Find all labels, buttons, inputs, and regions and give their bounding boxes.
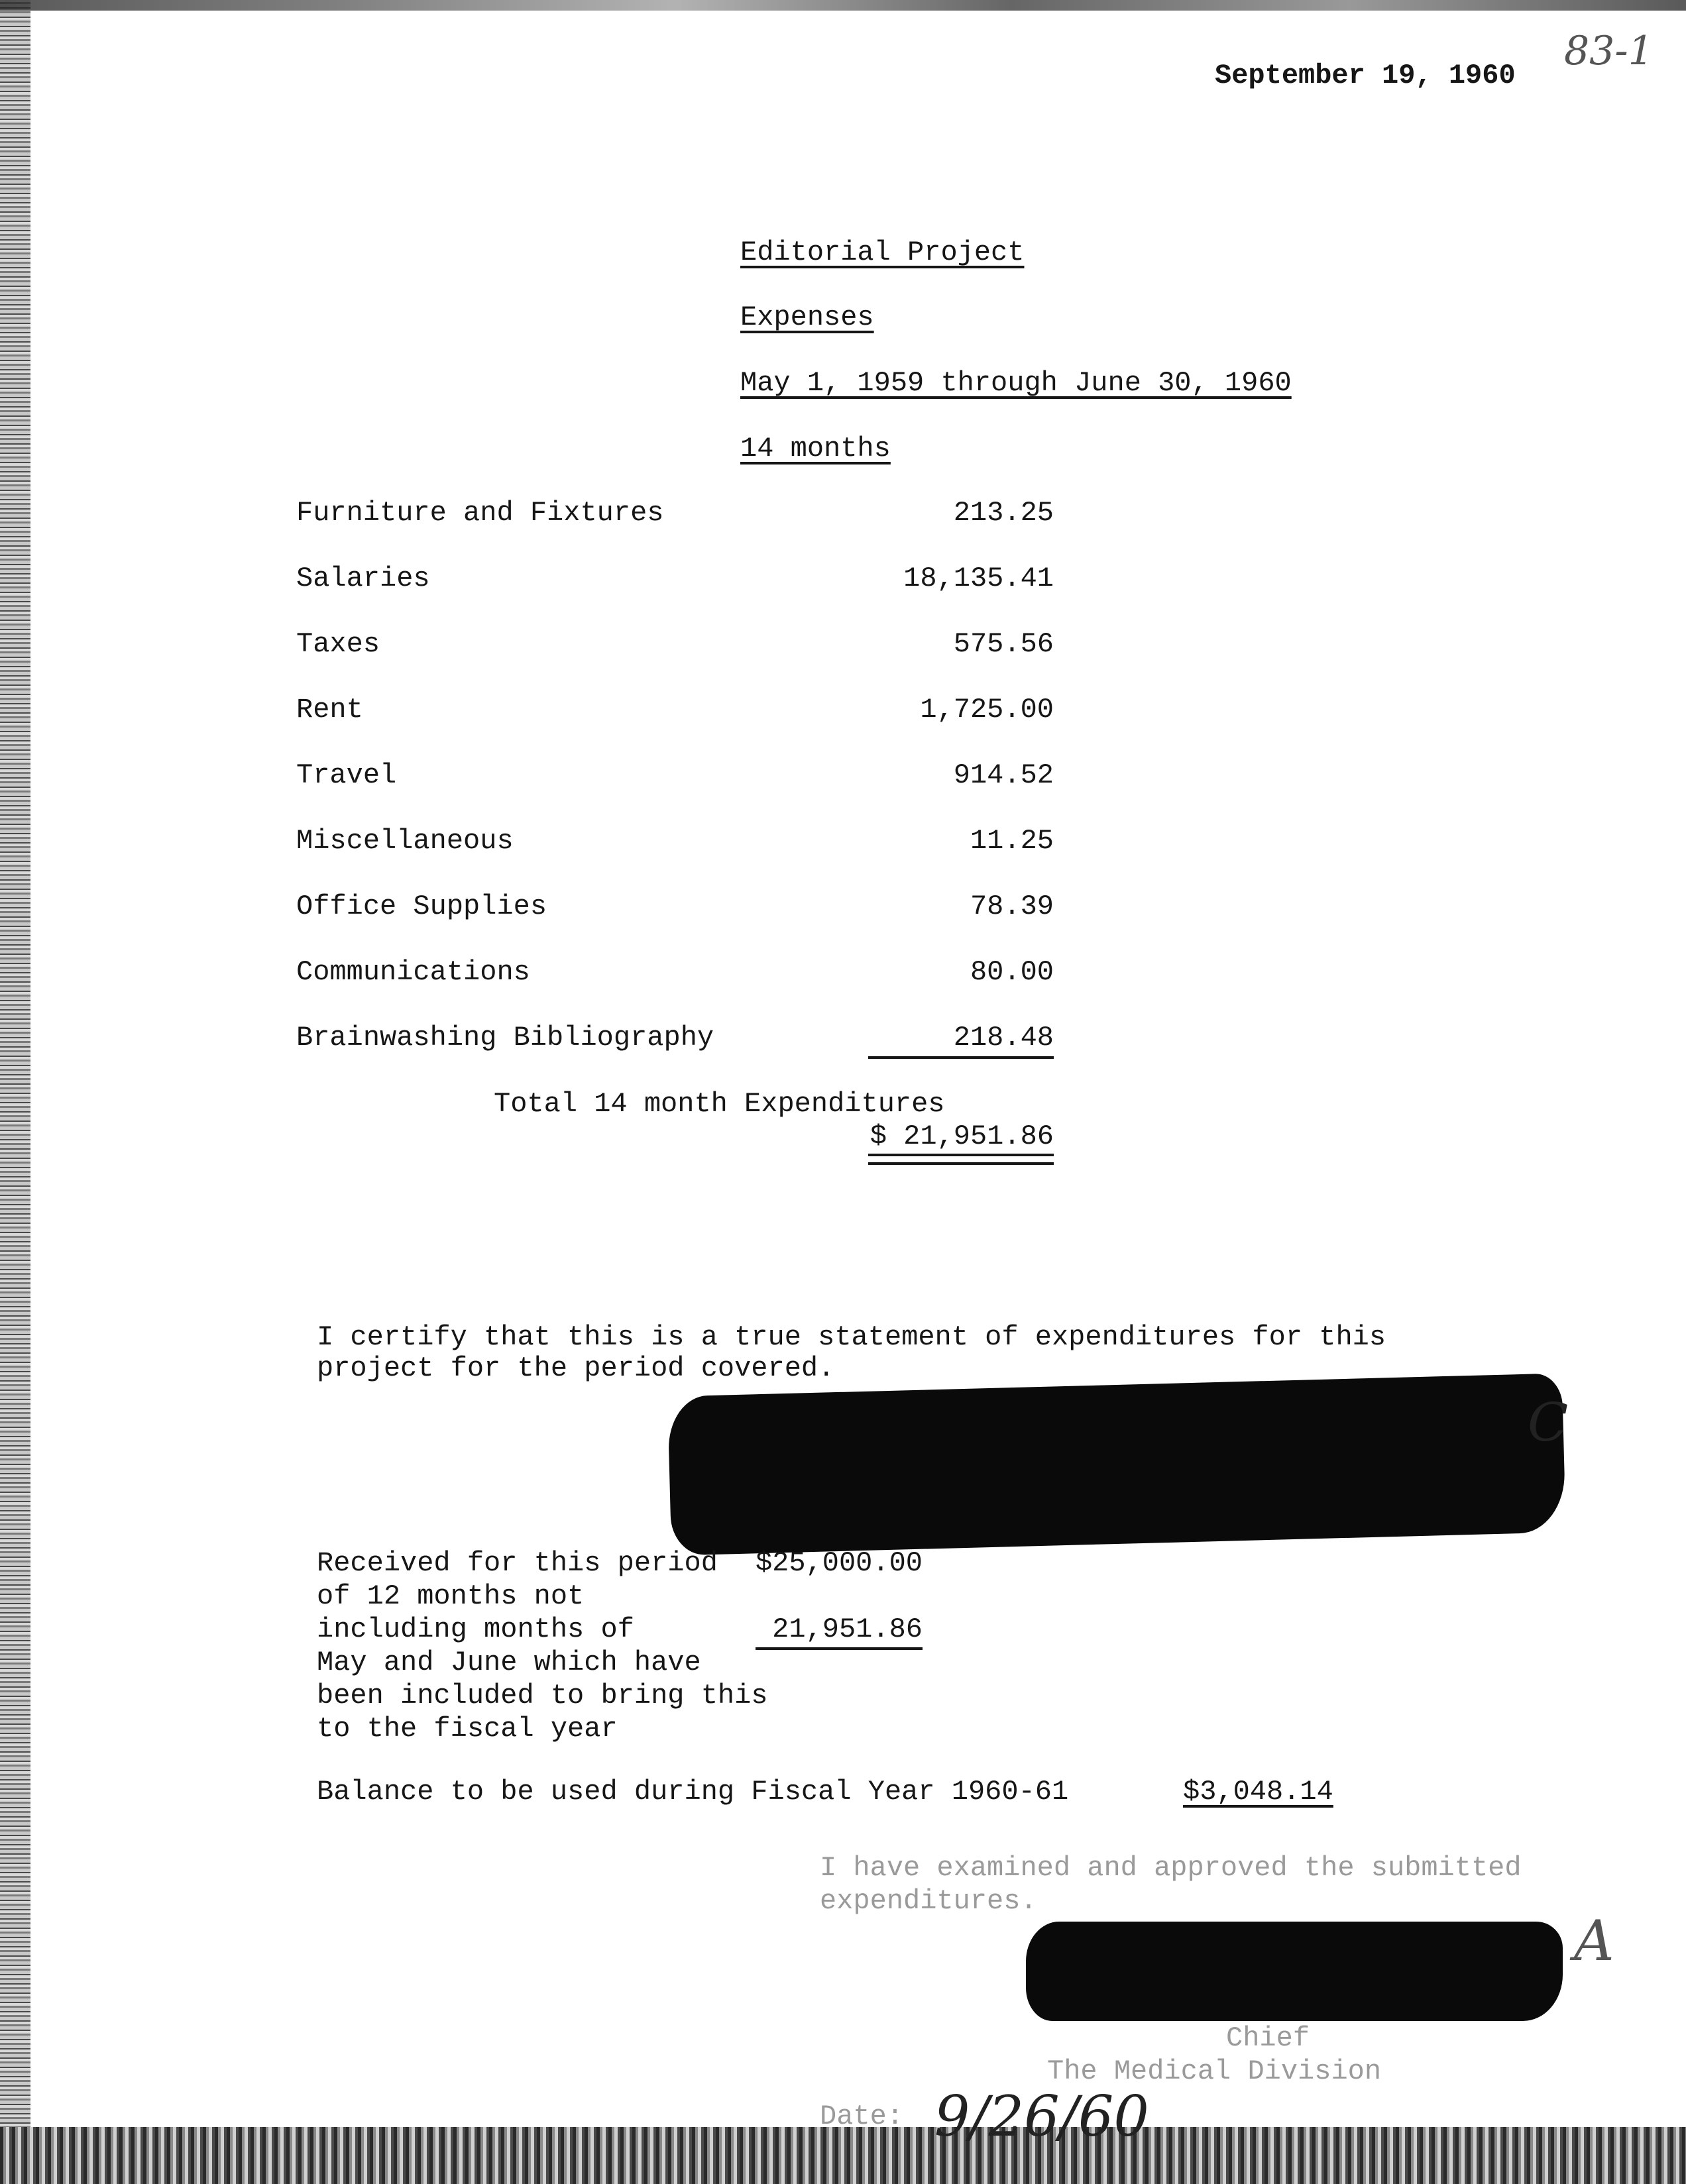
- scan-edge-left: [0, 0, 30, 2184]
- expense-label: Miscellaneous: [296, 825, 514, 857]
- expense-label: Office Supplies: [296, 891, 547, 922]
- expense-label: Furniture and Fixtures: [296, 497, 664, 529]
- expense-amount: 1,725.00: [920, 694, 1054, 726]
- amount-spent-rule: [756, 1647, 923, 1650]
- received-line: of 12 months not: [317, 1580, 585, 1612]
- expense-label: Communications: [296, 956, 530, 988]
- expense-amount: 11.25: [970, 825, 1054, 857]
- total-rule-2: [868, 1162, 1054, 1165]
- received-line: May and June which have: [317, 1647, 701, 1678]
- expense-amount: 18,135.41: [903, 563, 1054, 594]
- approver-title-2: The Medical Division: [1047, 2055, 1382, 2087]
- certify-initial: C: [1528, 1392, 1569, 1453]
- received-line: including months of: [317, 1613, 634, 1645]
- expense-label: Rent: [296, 694, 363, 726]
- total-amount: $ 21,951.86: [870, 1120, 1054, 1152]
- approver-title-1: Chief: [1226, 2022, 1310, 2054]
- scan-edge-bottom: [0, 2127, 1686, 2184]
- title-line-1: Editorial Project: [740, 237, 1025, 268]
- expense-amount: 78.39: [970, 891, 1054, 922]
- expense-label: Salaries: [296, 563, 430, 594]
- balance-label: Balance to be used during Fiscal Year 1960-61: [317, 1776, 1069, 1808]
- handwritten-date: 9/26/60: [934, 2084, 1149, 2149]
- expense-amount: 80.00: [970, 956, 1054, 988]
- title-line-3: May 1, 1959 through June 30, 1960: [740, 367, 1292, 399]
- amount-spent: 21,951.86: [772, 1613, 923, 1645]
- approval-line-2: expenditures.: [820, 1885, 1037, 1917]
- balance-amount: $3,048.14: [1183, 1776, 1333, 1808]
- scan-edge-top: [0, 0, 1686, 11]
- expense-amount: 575.56: [953, 628, 1054, 660]
- approval-initial: A: [1574, 1908, 1614, 1973]
- file-mark: 83-1: [1564, 28, 1654, 74]
- title-line-4: 14 months: [740, 433, 891, 464]
- certify-line-2: project for the period covered.: [317, 1352, 835, 1384]
- expense-label: Taxes: [296, 628, 380, 660]
- approval-line-1: I have examined and approved the submitted: [820, 1852, 1522, 1884]
- expense-label: Travel: [296, 759, 397, 791]
- expense-amount: 914.52: [953, 759, 1054, 791]
- total-label: Total 14 month Expenditures: [494, 1088, 945, 1120]
- expense-amount: 218.48: [953, 1022, 1054, 1054]
- subtotal-rule: [868, 1056, 1054, 1059]
- received-line: Received for this period: [317, 1547, 718, 1579]
- expense-label: Brainwashing Bibliography: [296, 1022, 714, 1054]
- total-rule-1: [868, 1154, 1054, 1156]
- document-date: September 19, 1960: [1215, 60, 1516, 91]
- title-line-2: Expenses: [740, 301, 874, 333]
- received-line: been included to bring this: [317, 1680, 768, 1712]
- redacted-approver-signature: [1026, 1922, 1563, 2021]
- received-line: to the fiscal year: [317, 1713, 618, 1745]
- redacted-signature: [667, 1373, 1569, 1555]
- date-label: Date:: [820, 2101, 904, 2132]
- certify-line-1: I certify that this is a true statement of expenditures for this: [317, 1321, 1386, 1353]
- expense-amount: 213.25: [953, 497, 1054, 529]
- amount-received: $25,000.00: [755, 1547, 923, 1579]
